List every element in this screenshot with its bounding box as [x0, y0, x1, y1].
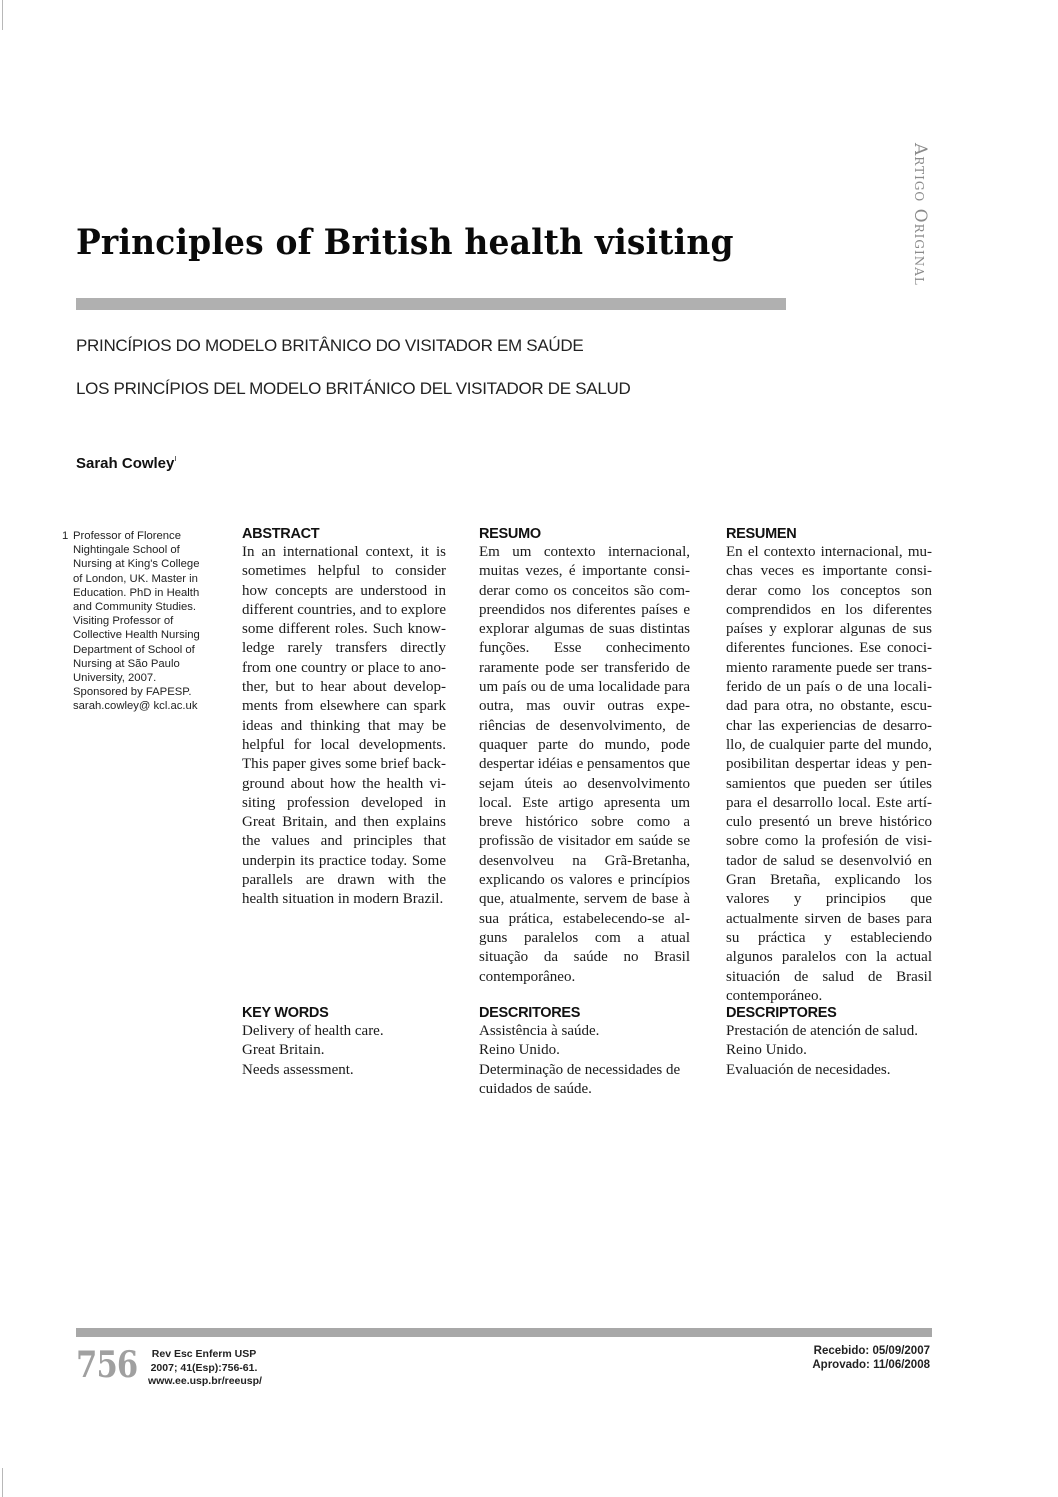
crop-mark-top-left — [2, 0, 3, 30]
received-date: Recebido: 05/09/2007 — [813, 1345, 930, 1357]
author-name: Sarah Cowley — [76, 455, 175, 472]
resumen-text: En el contexto internacional, muchas veces es importante considerar como los conceptos son comprendidos en los diferentes países y explorar algunas de sus diferentes funciones. Ese conocimiento raramente puede ser transferido de un país o de una localidad para otra, no obstante, escuchar las experiencias de desarrollo, de cualquier parte del mundo, posibilitan despertar ideas y pensamientos que pueden ser útiles para el desarrollo local. Este artículo presentó un breve histórico sobre como la profesión de visitador de salud se desenvolvió en Gran Bretaña, explicando los valores y principios que actualmente sirven de bases para su práctica y estableciendo algunos paralelos con la actual situación de salud de Brasil contemporáneo. — [726, 544, 932, 1004]
descriptores-heading: DESCRIPTORES — [726, 1005, 837, 1021]
subtitle-spanish: LOS PRINCÍPIOS DEL MODELO BRITÁNICO DEL VISITADOR DE SALUD — [76, 379, 631, 398]
resumo-heading: RESUMO — [479, 526, 541, 542]
keywords-heading: KEY WORDS — [242, 1005, 329, 1021]
abstract-text: In an international context, it is sometimes helpful to consider how concepts are understood in different countries, and to explore some different roles. Such knowledge rarely transfers directly from one country or place to another, but to hear about developments from elsewhere can spark ideas and thinking that may be helpful for local developments. This paper gives some brief background about how the health visiting profession developed in Great Britain, and then explains the values and principles that underpin its practice today. Some parallels are drawn with the health situation in modern Brazil. — [242, 544, 446, 908]
keyword-item: Evaluación de necesidades. — [726, 1061, 891, 1078]
descritores-heading: DESCRITORES — [479, 1005, 581, 1021]
keyword-item: Reino Unido. — [479, 1042, 560, 1059]
keyword-item: Assistência à saúde. — [479, 1023, 600, 1039]
abstract-spanish — [726, 525, 932, 1006]
footnote-text: Professor of Florence Nightingale School of Nursing at King's College of London, UK. Master in Education. PhD in Health and Community Studies. Visiting Professor of Collective Health Nursing Department of School of Nursing at São Paulo University, 2007. Sponsored by FAPESP. sarah.cowley@ kcl.ac.uk — [73, 530, 200, 713]
page-number: 756 — [76, 1344, 138, 1386]
subtitle-portuguese: PRINCÍPIOS DO MODELO BRITÂNICO DO VISITADOR EM SAÚDE — [76, 336, 584, 355]
journal-citation — [148, 1348, 260, 1389]
resumo-text: Em um contexto internacional, muitas vezes, é importante considerar como os conceitos são compreendidos nos diferentes países e explorar algumas de suas distintas funções. Esse conhecimento raramente pode ser transferido de um país ou de uma localidade para outra, mas ouvir outras experiências de desenvolvimento, de quaquer parte do mundo, pode despertar idéias e pensamentos que sejam úteis ao desenvolvimento local. Este artigo apresenta um breve histórico sobre como a profissão de visitador em saúde se desenvolveu na Grã-Bretanha, explicando os valores e princípios que, atualmente, servem de base à sua prática, estabelecendo-se alguns paralelos com a atual situação da saúde no Brasil contemporâneo. — [479, 544, 690, 985]
submission-dates — [812, 1344, 930, 1372]
journal-name: Rev Esc Enferm USP — [151, 1348, 257, 1360]
abstract-portuguese — [479, 525, 690, 987]
keyword-item: Delivery of health care. — [242, 1023, 384, 1039]
approved-date: Aprovado: 11/06/2008 — [812, 1359, 930, 1371]
footnote-number: 1 — [62, 530, 69, 542]
keyword-item: Determinação de necessidades de cuidados de saúde. — [479, 1061, 681, 1097]
keyword-item: Needs assessment. — [242, 1061, 354, 1078]
title-divider — [76, 298, 786, 310]
article-type-label: Artigo Original — [910, 143, 930, 286]
keyword-item: Prestación de atención de salud. — [726, 1023, 919, 1039]
resumen-heading: RESUMEN — [726, 526, 797, 542]
footer-divider — [76, 1328, 932, 1337]
keywords-english — [242, 1004, 384, 1080]
article-title: Principles of British health visiting — [76, 222, 734, 263]
keywords-portuguese — [479, 1004, 694, 1099]
keywords-spanish — [726, 1004, 918, 1080]
keyword-item: Great Britain. — [242, 1042, 325, 1059]
abstract-heading: ABSTRACT — [242, 526, 320, 542]
journal-issue: 2007; 41(Esp):756-61. — [150, 1361, 258, 1374]
keyword-item: Reino Unido. — [726, 1042, 807, 1059]
author-affiliation-mark: I — [174, 456, 177, 463]
journal-url[interactable]: www.ee.usp.br/reeusp/ — [148, 1375, 262, 1387]
crop-mark-bottom-left — [2, 1468, 3, 1497]
author-footnote — [62, 529, 212, 714]
abstract-english — [242, 525, 446, 910]
author — [76, 455, 176, 472]
